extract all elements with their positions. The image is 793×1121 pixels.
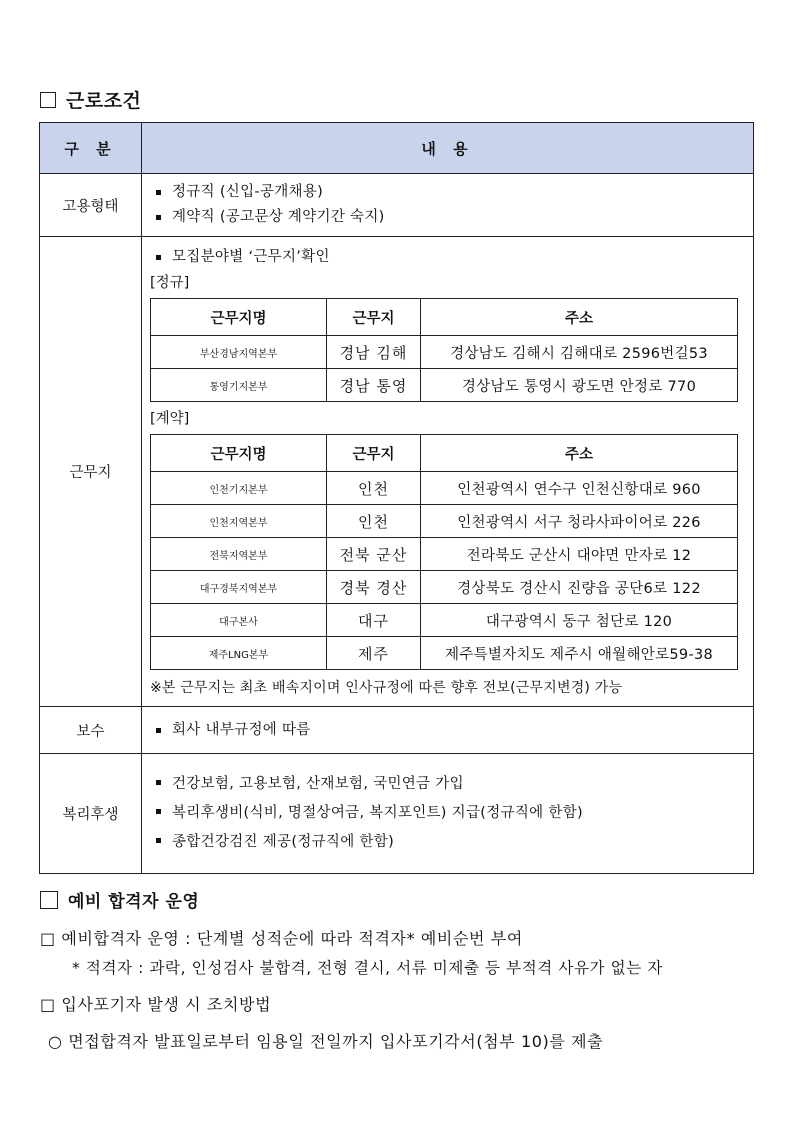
row-employment-type: [40, 174, 754, 237]
contract-label: [계약]: [150, 411, 190, 427]
table-row: [151, 538, 738, 571]
regular-workplace-table: [150, 298, 738, 402]
list-item: 회사 내부규정에 따름: [150, 718, 745, 743]
header-category: 구 분: [40, 123, 142, 174]
list-item: 복리후생비(식비, 명절상여금, 복지포인트) 지급(정규직에 한함): [150, 799, 745, 828]
content-workplace: [142, 237, 754, 707]
branch-address: 인천광역시 연수구 인천신항대로 960: [421, 472, 738, 505]
list-item: 모집분야별 ‘근무지’확인: [150, 245, 745, 270]
section-title-work-conditions: [40, 86, 141, 113]
table-row: [151, 369, 738, 402]
branch-address: 인천광역시 서구 청라사파이어로 226: [421, 505, 738, 538]
branch-address: 경상북도 경산시 진량읍 공단6로 122: [421, 571, 738, 604]
reserve-line-3: □ 입사포기자 발생 시 조치방법: [40, 995, 272, 1014]
workplace-note: ※본 근무지는 최초 배속지이며 인사규정에 따른 향후 전보(근무지변경) 가능: [150, 680, 623, 696]
row-pay: [40, 707, 754, 754]
content-employment-type: [142, 174, 754, 237]
regular-label: [정규]: [150, 275, 190, 291]
content-pay: [142, 707, 754, 754]
branch-name: 대구본사: [151, 604, 327, 637]
reserve-line-2: * 적격자 : 과락, 인성검사 불합격, 전형 결시, 서류 미제출 등 부적격 사유가 없는 자: [72, 959, 663, 977]
branch-location: 전북 군산: [327, 538, 421, 571]
table-row: [151, 604, 738, 637]
section-title-text: 근로조건: [66, 90, 142, 112]
branch-location: 인천: [327, 472, 421, 505]
branch-address: 전라북도 군산시 대야면 만자로 12: [421, 538, 738, 571]
branch-address: 제주특별자치도 제주시 애월해안로59-38: [421, 637, 738, 670]
branch-location: 경북 경산: [327, 571, 421, 604]
label-pay: 보수: [40, 707, 142, 754]
table-header-row: [40, 123, 754, 174]
col-header-addr: 주소: [421, 299, 738, 336]
branch-location: 경남 김해: [327, 336, 421, 369]
table-row: [151, 571, 738, 604]
branch-address: 경상남도 김해시 김해대로 2596번길53: [421, 336, 738, 369]
branch-address: 대구광역시 동구 첨단로 120: [421, 604, 738, 637]
branch-name: 대구경북지역본부: [151, 571, 327, 604]
contract-workplace-table: [150, 434, 738, 670]
branch-name: 통영기지본부: [151, 369, 327, 402]
row-workplace: [40, 237, 754, 707]
branch-location: 인천: [327, 505, 421, 538]
col-header-name: 근무지명: [151, 435, 327, 472]
table-row: [151, 472, 738, 505]
list-item: 정규직 (신입-공개채용): [150, 180, 745, 205]
col-header-loc: 근무지: [327, 299, 421, 336]
branch-name: 전북지역본부: [151, 538, 327, 571]
checkbox-square-icon: [40, 92, 56, 108]
work-conditions-table: [39, 122, 754, 874]
branch-name: 인천기지본부: [151, 472, 327, 505]
label-welfare: 복리후생: [40, 754, 142, 874]
table-row: [151, 505, 738, 538]
label-employment-type: 고용형태: [40, 174, 142, 237]
table-row: [151, 336, 738, 369]
col-header-addr: 주소: [421, 435, 738, 472]
branch-location: 경남 통영: [327, 369, 421, 402]
checkbox-square-icon: [40, 891, 58, 909]
branch-address: 경상남도 통영시 광도면 안정로 770: [421, 369, 738, 402]
list-item: 종합건강검진 제공(정규직에 한함): [150, 828, 745, 857]
content-welfare: [142, 754, 754, 874]
label-workplace: 근무지: [40, 237, 142, 707]
section-title-text: 예비 합격자 운영: [68, 892, 200, 912]
col-header-loc: 근무지: [327, 435, 421, 472]
reserve-line-1: □ 예비합격자 운영 : 단계별 성적순에 따라 적격자* 예비순번 부여: [40, 929, 523, 948]
section-title-reserve: [40, 887, 199, 912]
branch-name: 제주LNG본부: [151, 637, 327, 670]
row-welfare: [40, 754, 754, 874]
branch-name: 부산경남지역본부: [151, 336, 327, 369]
branch-name: 인천지역본부: [151, 505, 327, 538]
branch-location: 대구: [327, 604, 421, 637]
col-header-name: 근무지명: [151, 299, 327, 336]
table-row: [151, 637, 738, 670]
header-content: 내 용: [142, 123, 754, 174]
list-item: 건강보험, 고용보험, 산재보험, 국민연금 가입: [150, 770, 745, 799]
reserve-line-4: ○ 면접합격자 발표일로부터 임용일 전일까지 입사포기각서(첨부 10)를 제출: [48, 1032, 604, 1051]
list-item: 계약직 (공고문상 계약기간 숙지): [150, 205, 745, 230]
branch-location: 제주: [327, 637, 421, 670]
